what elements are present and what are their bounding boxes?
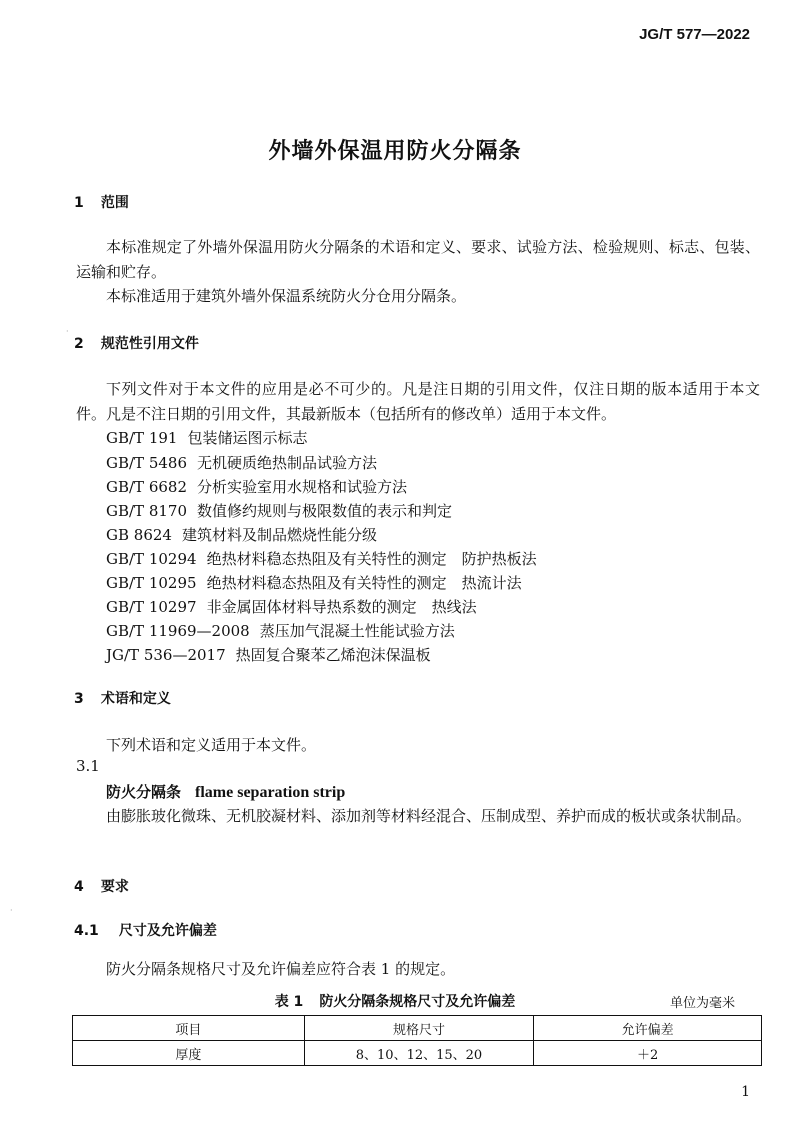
reference-item <box>106 476 407 497</box>
reference-code: GB/T 10297 <box>106 598 197 616</box>
table-header-row <box>73 1016 762 1041</box>
reference-code: GB/T 10294 <box>106 550 197 568</box>
reference-title: 蒸压加气混凝土性能试验方法 <box>259 622 455 640</box>
reference-item <box>106 427 307 448</box>
reference-code: GB/T 6682 <box>106 478 188 496</box>
reference-title: 热固复合聚苯乙烯泡沫保温板 <box>235 646 431 664</box>
document-code: JG/T 577—2022 <box>639 26 750 43</box>
terms-intro: 下列术语和定义适用于本文件。 <box>106 736 317 754</box>
reference-title: 分析实验室用水规格和试验方法 <box>197 478 408 496</box>
reference-title: 绝热材料稳态热阻及有关特性的测定 防护热板法 <box>206 550 537 568</box>
term-number: 3.1 <box>76 757 100 775</box>
term-definition: 由膨胀玻化微珠、无机胶凝材料、添加剂等材料经混合、压制成型、养护而成的板状或条状制品。 <box>106 807 752 825</box>
reference-item <box>106 452 377 473</box>
table-cell: 厚度 <box>73 1041 305 1066</box>
reference-title: 包装储运图示标志 <box>187 429 308 447</box>
table-header-cell: 允许偏差 <box>534 1016 762 1041</box>
reference-code: JG/T 536—2017 <box>106 646 226 664</box>
scope-paragraph-1: 本标准规定了外墙外保温用防火分隔条的术语和定义、要求、试验方法、检验规则、标志、包装、运输和贮存。 <box>76 238 760 281</box>
reference-code: GB/T 10295 <box>106 574 197 592</box>
scope-paragraph-2: 本标准适用于建筑外墙外保温系统防火分仓用分隔条。 <box>106 287 467 305</box>
table-caption-text: 防火分隔条规格尺寸及允许偏差 <box>319 994 516 1010</box>
reference-item <box>106 644 431 665</box>
term-chinese: 防火分隔条 <box>106 783 182 801</box>
reference-code: GB/T 5486 <box>106 454 188 472</box>
section-1-heading <box>74 192 129 212</box>
section-title: 规范性引用文件 <box>100 336 199 352</box>
term-english: flame separation strip <box>195 784 346 801</box>
reference-code: GB/T 191 <box>106 429 178 447</box>
reference-title: 绝热材料稳态热阻及有关特性的测定 热流计法 <box>206 574 522 592</box>
table-unit: 单位为毫米 <box>670 996 736 1011</box>
reference-title: 数值修约规则与极限数值的表示和判定 <box>197 502 453 520</box>
section-3-heading <box>74 688 171 708</box>
subsection-4-1-heading <box>74 920 217 940</box>
section-number: 1 <box>74 195 84 211</box>
spec-table <box>72 1015 762 1066</box>
section-title: 术语和定义 <box>100 691 171 707</box>
section-number: 2 <box>74 336 84 352</box>
reference-code: GB 8624 <box>106 526 172 544</box>
table-header-cell: 项目 <box>73 1016 305 1041</box>
reference-item <box>106 548 537 569</box>
section-4-heading <box>74 876 129 896</box>
reference-item <box>106 572 522 593</box>
subsection-title: 尺寸及允许偏差 <box>118 923 217 939</box>
scan-speck: · <box>66 327 69 336</box>
reference-title: 非金属固体材料导热系数的测定 热线法 <box>206 598 477 616</box>
document-title: 外墙外保温用防火分隔条 <box>268 139 522 164</box>
reference-item <box>106 620 455 641</box>
term-heading <box>106 781 345 802</box>
reference-item <box>106 500 452 521</box>
subsection-number: 4.1 <box>74 923 99 939</box>
scan-speck: · <box>10 906 13 915</box>
table-cell: ＋2 <box>534 1041 762 1066</box>
table-cell: 8、10、12、15、20 <box>304 1041 534 1066</box>
requirements-text: 防火分隔条规格尺寸及允许偏差应符合表 1 的规定。 <box>106 960 456 978</box>
section-title: 要求 <box>100 879 129 895</box>
section-number: 3 <box>74 691 84 707</box>
reference-code: GB/T 8170 <box>106 502 188 520</box>
section-2-heading <box>74 333 199 353</box>
reference-title: 建筑材料及制品燃烧性能分级 <box>181 526 377 544</box>
reference-item <box>106 524 377 545</box>
table-header-cell: 规格尺寸 <box>304 1016 534 1041</box>
reference-title: 无机硬质绝热制品试验方法 <box>197 454 378 472</box>
page-number: 1 <box>741 1084 750 1100</box>
section-number: 4 <box>74 879 84 895</box>
reference-item <box>106 596 477 617</box>
table-row <box>73 1041 762 1066</box>
reference-code: GB/T 11969—2008 <box>106 622 250 640</box>
table-number: 表 1 <box>274 994 304 1010</box>
section-title: 范围 <box>100 195 129 211</box>
normative-intro: 下列文件对于本文件的应用是必不可少的。凡是注日期的引用文件，仅注日期的版本适用于本文件。凡是不注日期的引用文件，其最新版本（包括所有的修改单）适用于本文件。 <box>76 380 760 423</box>
